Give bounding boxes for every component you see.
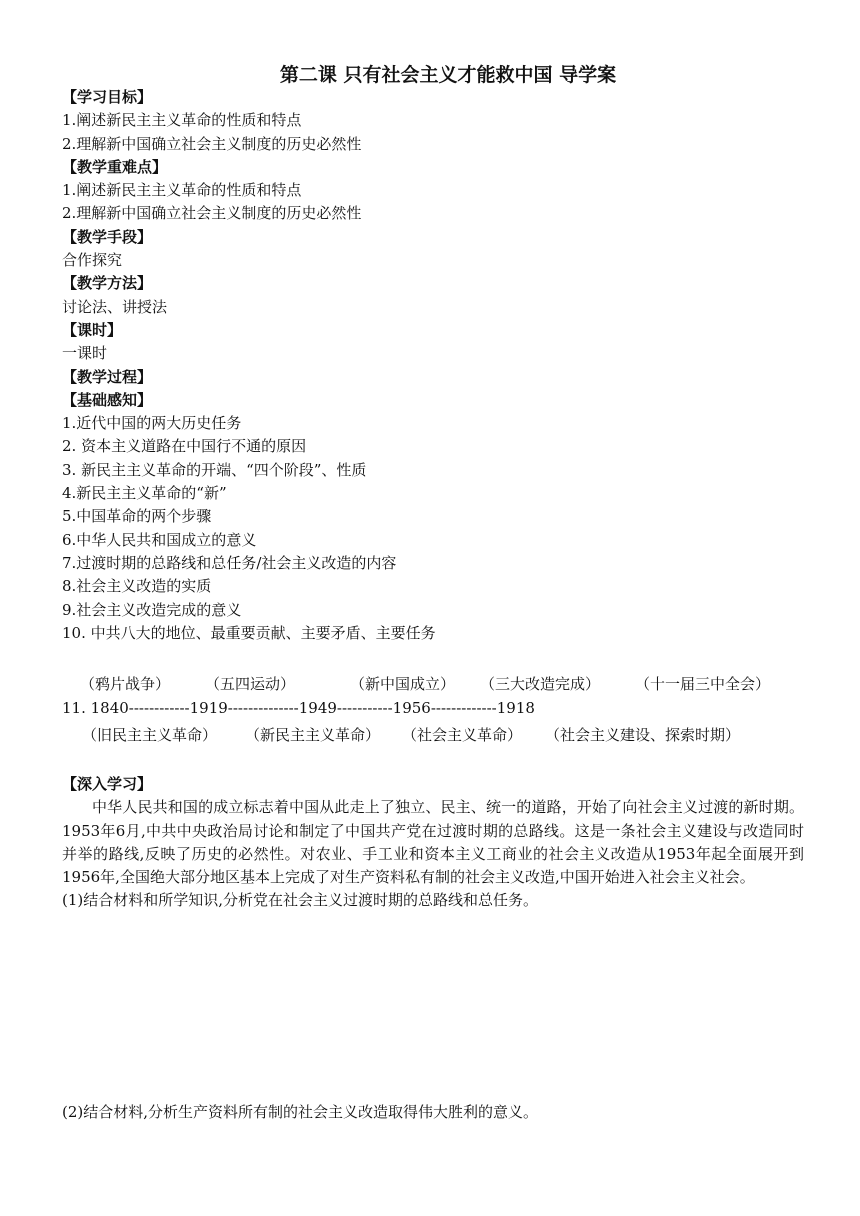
- timeline-period-label: （新民主主义革命）: [245, 726, 381, 744]
- basics-item: 5.中国革命的两个步骤: [62, 507, 212, 526]
- section-heading-basics: 【基础感知】: [62, 390, 153, 409]
- basics-item: 8.社会主义改造的实质: [62, 577, 212, 596]
- question-1: (1)结合材料和所学知识,分析党在社会主义过渡时期的总路线和总任务。: [62, 891, 539, 910]
- material-paragraph: 中华人民共和国的成立标志着中国从此走上了独立、民主、统一的道路，开始了向社会主义过渡的新时期。1953年6月,中共中央政治局讨论和制定了中国共产党在过渡时期的总路线。这是一条社会主义建设与改造同时并举的路线,反映了历史的必然性。对农业、手工业和资本主义工商业的社会主义改造从1953年起全面展开到1956年,全国绝大部分地区基本上完成了对生产资料私有制的社会主义改造,中国开始进入社会主义社会。: [62, 798, 804, 886]
- timeline-period-label: （社会主义革命）: [402, 726, 523, 744]
- timeline-event-label: （十一届三中全会）: [635, 675, 771, 693]
- goal-item: 2.理解新中国确立社会主义制度的历史必然性: [62, 134, 362, 153]
- timeline-axis: 11. 1840------------1919--------------1949-----------1956-------------1918: [62, 699, 535, 717]
- section-heading-methods: 【教学方法】: [62, 274, 153, 293]
- section-heading-key-points: 【教学重难点】: [62, 157, 168, 176]
- timeline-event-label: （鸦片战争）: [80, 675, 171, 693]
- lesson-outline: [62, 86, 802, 645]
- question-2: (2)结合材料,分析生产资料所有制的社会主义改造取得伟大胜利的意义。: [62, 1103, 539, 1121]
- key-point-item: 2.理解新中国确立社会主义制度的历史必然性: [62, 204, 362, 223]
- basics-item: 3. 新民主主义革命的开端、“四个阶段”、性质: [62, 460, 367, 479]
- section-heading-process: 【教学过程】: [62, 367, 153, 386]
- page-title: 第二课 只有社会主义才能救中国 导学案: [279, 64, 617, 86]
- timeline-period-label: （社会主义建设、探索时期）: [545, 726, 741, 744]
- methods-text: 讨论法、讲授法: [62, 297, 168, 316]
- periods-text: 一课时: [62, 344, 108, 363]
- basics-item: 7.过渡时期的总路线和总任务/社会主义改造的内容: [62, 553, 397, 572]
- timeline-event-label: （三大改造完成）: [480, 675, 601, 693]
- basics-item: 4.新民主主义革命的“新”: [62, 484, 227, 503]
- basics-item: 9.社会主义改造完成的意义: [62, 600, 242, 619]
- section-heading-periods: 【课时】: [62, 320, 123, 339]
- goal-item: 1.阐述新民主主义革命的性质和特点: [62, 111, 302, 130]
- deep-study-section: [62, 773, 804, 912]
- section-heading-goals: 【学习目标】: [62, 88, 153, 106]
- basics-item: 2. 资本主义道路在中国行不通的原因: [62, 437, 307, 456]
- timeline-period-label: （旧民主主义革命）: [82, 726, 218, 744]
- means-text: 合作探究: [62, 251, 123, 270]
- basics-item: 1.近代中国的两大历史任务: [62, 414, 242, 433]
- basics-item: 10. 中共八大的地位、最重要贡献、主要矛盾、主要任务: [62, 623, 436, 642]
- section-heading-means: 【教学手段】: [62, 227, 153, 246]
- timeline-event-label: （五四运动）: [205, 675, 296, 693]
- timeline-event-label: （新中国成立）: [350, 675, 456, 693]
- key-point-item: 1.阐述新民主主义革命的性质和特点: [62, 181, 302, 200]
- section-heading-deep-study: 【深入学习】: [62, 775, 153, 793]
- basics-item: 6.中华人民共和国成立的意义: [62, 530, 257, 549]
